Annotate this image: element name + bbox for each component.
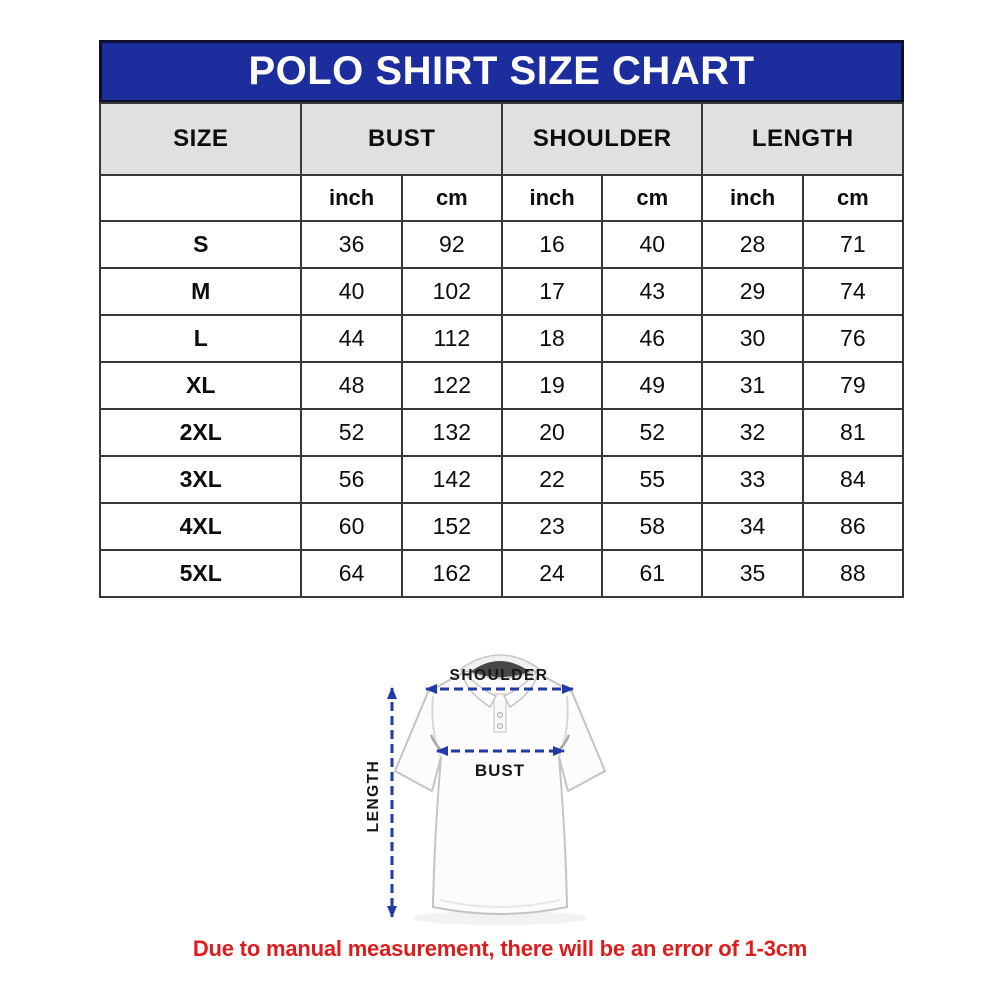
value-cell: 142 <box>402 456 502 503</box>
value-cell: 18 <box>502 315 602 362</box>
value-cell: 122 <box>402 362 502 409</box>
value-cell: 86 <box>803 503 903 550</box>
value-cell: 35 <box>702 550 802 597</box>
value-cell: 29 <box>702 268 802 315</box>
value-cell: 92 <box>402 221 502 268</box>
value-cell: 48 <box>301 362 401 409</box>
size-cell: 5XL <box>100 550 301 597</box>
value-cell: 52 <box>602 409 702 456</box>
value-cell: 152 <box>402 503 502 550</box>
size-chart-panel <box>99 40 904 598</box>
value-cell: 64 <box>301 550 401 597</box>
table-row-4xl <box>100 503 903 550</box>
bust-label: BUST <box>474 761 526 780</box>
value-cell: 31 <box>702 362 802 409</box>
value-cell: 30 <box>702 315 802 362</box>
value-cell: 34 <box>702 503 802 550</box>
polo-button <box>497 712 502 717</box>
size-cell: 3XL <box>100 456 301 503</box>
value-cell: 32 <box>702 409 802 456</box>
size-cell: S <box>100 221 301 268</box>
shoulder-label: SHOULDER <box>449 667 549 684</box>
polo-button <box>497 723 502 728</box>
unit-header-shoulder-cm: cm <box>602 175 702 221</box>
value-cell: 88 <box>803 550 903 597</box>
value-cell: 28 <box>702 221 802 268</box>
chart-title-banner <box>99 40 904 103</box>
size-cell: L <box>100 315 301 362</box>
value-cell: 162 <box>402 550 502 597</box>
polo-shirt-diagram <box>300 630 700 960</box>
measurement-note: Due to manual measurement, there will be an error of 1-3cm <box>192 936 808 961</box>
value-cell: 81 <box>803 409 903 456</box>
value-cell: 84 <box>803 456 903 503</box>
size-table <box>99 102 904 598</box>
table-units-row <box>100 175 903 221</box>
col-header-shoulder: SHOULDER <box>502 103 702 175</box>
polo-shirt-svg <box>300 630 700 960</box>
table-row-m <box>100 268 903 315</box>
value-cell: 49 <box>602 362 702 409</box>
value-cell: 20 <box>502 409 602 456</box>
value-cell: 17 <box>502 268 602 315</box>
value-cell: 61 <box>602 550 702 597</box>
unit-header-shoulder-inch: inch <box>502 175 602 221</box>
table-row-5xl <box>100 550 903 597</box>
value-cell: 60 <box>301 503 401 550</box>
table-row-s <box>100 221 903 268</box>
chart-title: POLO SHIRT SIZE CHART <box>248 49 755 93</box>
size-cell: M <box>100 268 301 315</box>
unit-header-length-inch: inch <box>702 175 802 221</box>
size-cell: 2XL <box>100 409 301 456</box>
size-cell: XL <box>100 362 301 409</box>
value-cell: 24 <box>502 550 602 597</box>
units-spacer-cell <box>100 175 301 221</box>
value-cell: 58 <box>602 503 702 550</box>
value-cell: 19 <box>502 362 602 409</box>
table-row-3xl <box>100 456 903 503</box>
value-cell: 132 <box>402 409 502 456</box>
polo-shirt-illustration <box>395 655 605 925</box>
value-cell: 52 <box>301 409 401 456</box>
value-cell: 56 <box>301 456 401 503</box>
value-cell: 71 <box>803 221 903 268</box>
value-cell: 102 <box>402 268 502 315</box>
value-cell: 22 <box>502 456 602 503</box>
table-row-l <box>100 315 903 362</box>
unit-header-bust-cm: cm <box>402 175 502 221</box>
table-header-row <box>100 103 903 175</box>
unit-header-bust-inch: inch <box>301 175 401 221</box>
unit-header-length-cm: cm <box>803 175 903 221</box>
size-cell: 4XL <box>100 503 301 550</box>
value-cell: 46 <box>602 315 702 362</box>
value-cell: 43 <box>602 268 702 315</box>
value-cell: 16 <box>502 221 602 268</box>
col-header-length: LENGTH <box>702 103 903 175</box>
value-cell: 33 <box>702 456 802 503</box>
table-row-xl <box>100 362 903 409</box>
value-cell: 36 <box>301 221 401 268</box>
col-header-size: SIZE <box>100 103 301 175</box>
value-cell: 44 <box>301 315 401 362</box>
value-cell: 23 <box>502 503 602 550</box>
length-label: LENGTH <box>365 759 382 833</box>
value-cell: 55 <box>602 456 702 503</box>
table-row-2xl <box>100 409 903 456</box>
value-cell: 112 <box>402 315 502 362</box>
value-cell: 74 <box>803 268 903 315</box>
value-cell: 40 <box>602 221 702 268</box>
col-header-bust: BUST <box>301 103 501 175</box>
value-cell: 79 <box>803 362 903 409</box>
value-cell: 76 <box>803 315 903 362</box>
value-cell: 40 <box>301 268 401 315</box>
